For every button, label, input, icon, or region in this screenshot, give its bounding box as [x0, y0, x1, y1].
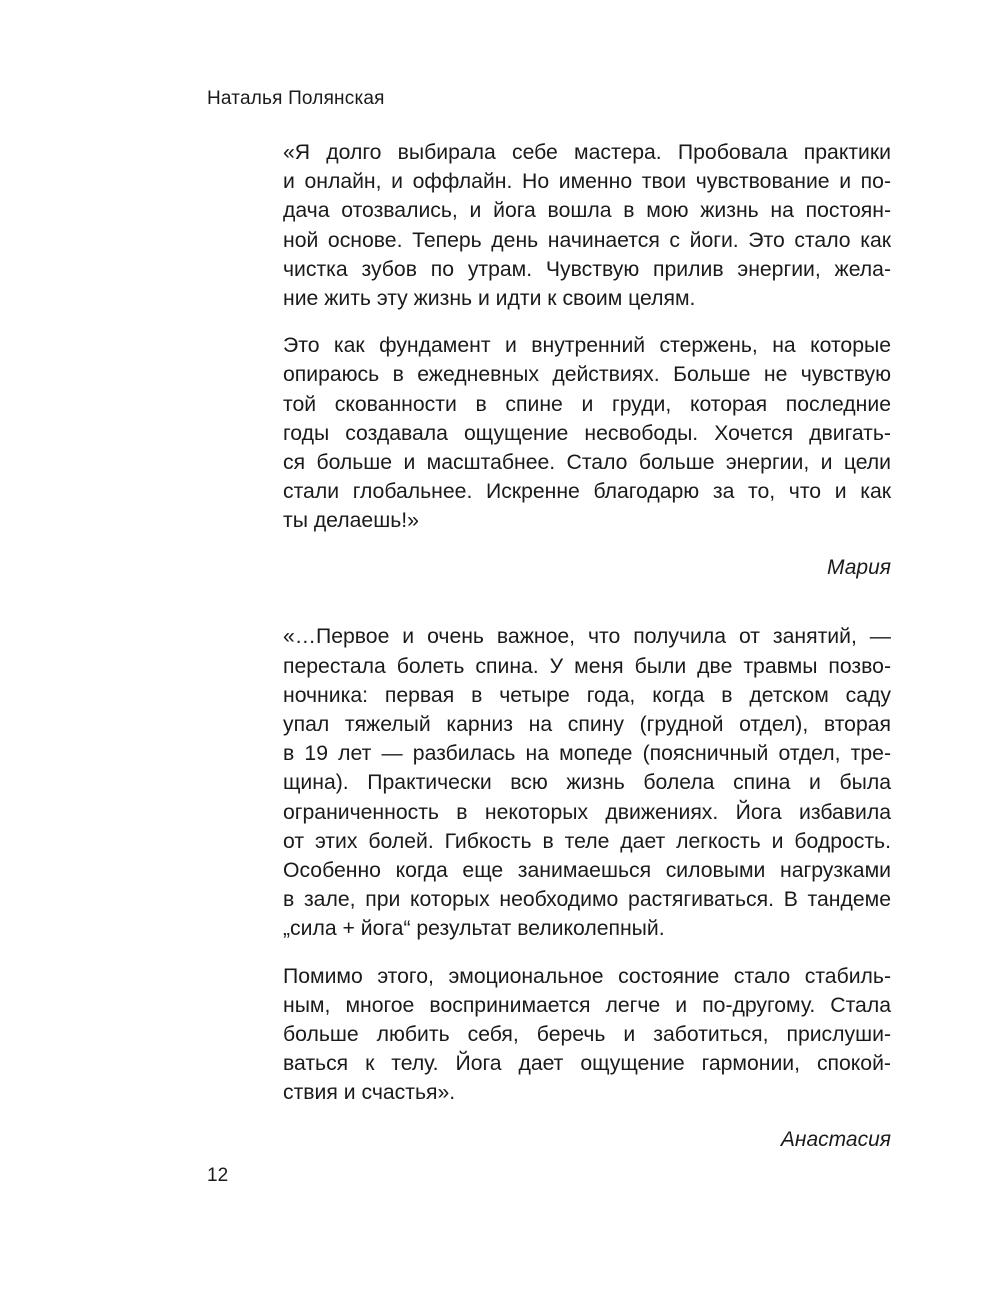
- text-line: ваться к телу. Йога дает ощущение гармонии, спокой-: [283, 1052, 891, 1076]
- text-line: ся больше и масштабнее. Стало больше энергии, и цели: [283, 450, 891, 474]
- text-line: ты делаешь!»: [283, 509, 419, 533]
- running-head-author: Наталья Полянская: [207, 88, 385, 109]
- text-line: «…Первое и очень важное, что получила от занятий, —: [283, 625, 891, 649]
- text-line: в 19 лет — разбилась на мопеде (поясничный отдел, тре-: [283, 742, 891, 766]
- text-line: Особенно когда еще занимаешься силовыми нагрузками: [283, 858, 891, 882]
- text-line: перестала болеть спина. У меня были две травмы позво-: [283, 654, 891, 678]
- text-line: чистка зубов по утрам. Чувствую прилив энергии, жела-: [283, 257, 891, 281]
- text-line: Помимо этого, эмоциональное состояние стало стабиль-: [283, 964, 891, 988]
- text-line: ной основе. Теперь день начинается с йоги. Это стало как: [283, 228, 891, 252]
- text-line: дача отозвались, и йога вошла в мою жизнь на постоян-: [283, 199, 891, 223]
- text-line: Это как фундамент и внутренний стержень, на которые: [283, 334, 891, 358]
- text-line: ствия и счастья».: [283, 1081, 456, 1105]
- text-line: опираюсь в ежедневных действиях. Больше не чувствую: [283, 363, 891, 387]
- text-line: ние жить эту жизнь и идти к своим целям.: [283, 286, 696, 310]
- text-line: ограниченность в некоторых движениях. Йога избавила: [283, 800, 891, 824]
- text-line: «Я долго выбирала себе мастера. Пробовала практики: [283, 141, 891, 164]
- testimonial-2-paragraph-1: [283, 622, 891, 943]
- text-line: той скованности в спине и груди, которая последние: [283, 392, 891, 416]
- text-line: „сила + йога“ результат великолепный.: [283, 917, 665, 941]
- text-line: от этих болей. Гибкость в теле дает легкость и бодрость.: [283, 829, 891, 853]
- text-line: годы создавала ощущение несвободы. Хочется двигать-: [283, 421, 891, 445]
- section-spacer: [283, 582, 891, 622]
- testimonial-1-author: Мария: [827, 556, 891, 580]
- text-line: в зале, при которых необходимо растягиваться. В тандеме: [283, 888, 891, 912]
- text-line: ным, многое воспринимается легче и по-другому. Стала: [283, 993, 891, 1017]
- text-line: упал тяжелый карниз на спину (грудной отдел), вторая: [283, 713, 891, 736]
- text-line: ночника: первая в четыре года, когда в детском саду: [283, 683, 891, 707]
- testimonial-1-paragraph-1: [283, 138, 891, 313]
- testimonial-2-author: Анастасия: [780, 1128, 891, 1152]
- text-line: больше любить себя, беречь и заботиться, прислуши-: [283, 1022, 891, 1046]
- page-number: 12: [207, 1165, 229, 1186]
- testimonial-2: [283, 622, 891, 1154]
- text-line: стали глобальнее. Искренне благодарю за то, что и как: [283, 480, 891, 504]
- text-line: и онлайн, и оффлайн. Но именно твои чувствование и по-: [283, 170, 891, 194]
- testimonial-1-paragraph-2: [283, 331, 891, 535]
- testimonial-2-paragraph-2: [283, 962, 891, 1108]
- text-line: щина). Практически всю жизнь болела спина и была: [283, 771, 891, 795]
- page-body: [283, 138, 891, 1154]
- testimonial-1: [283, 138, 891, 582]
